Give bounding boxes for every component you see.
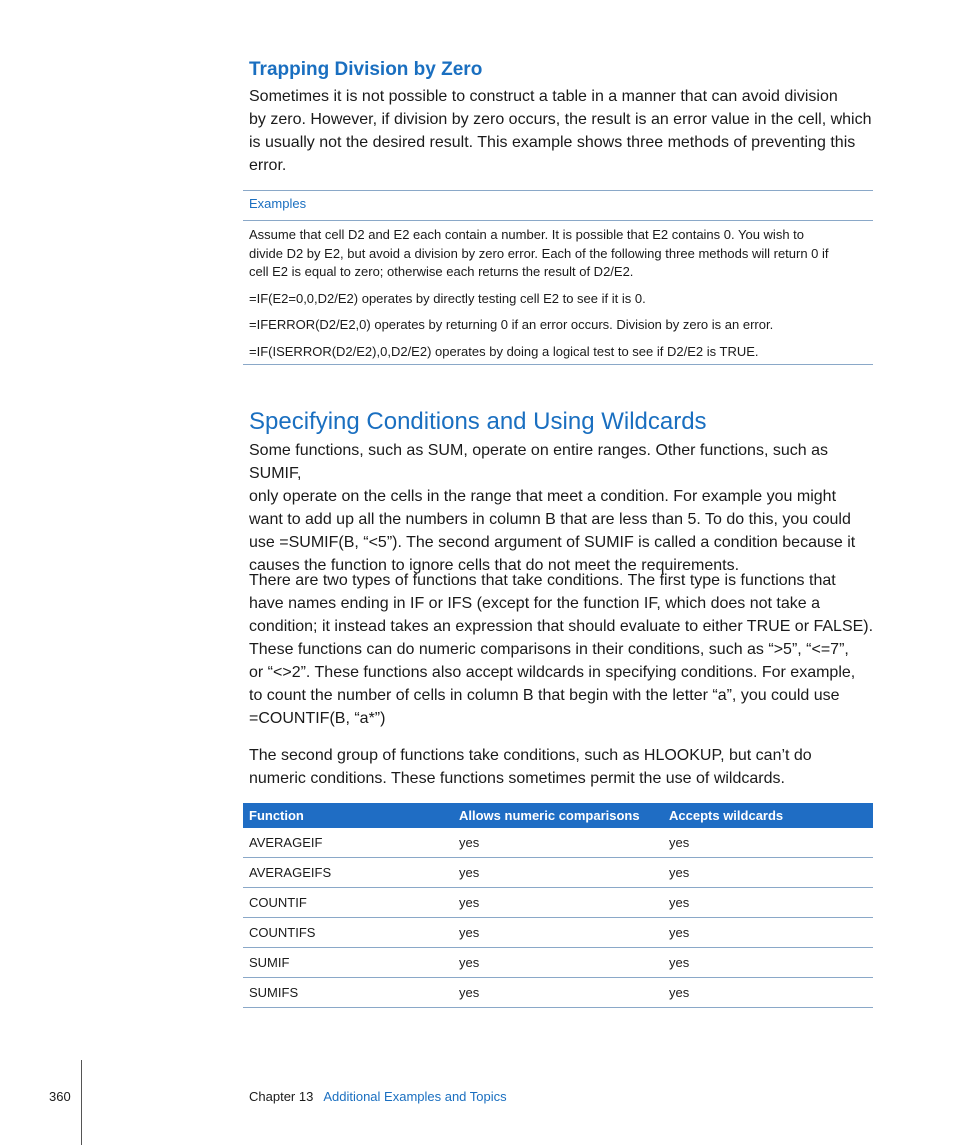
example-method-iserror: =IF(ISERROR(D2/E2),0,D2/E2) operates by doing a logical test to see if D2/E2 is TRUE.: [249, 343, 759, 359]
text-line: only operate on the cells in the range that meet a condition. For example you might: [249, 488, 837, 505]
table-cell: yes: [453, 948, 663, 978]
table-row: [243, 948, 873, 978]
table-cell: COUNTIFS: [243, 918, 453, 948]
page-number: 360: [49, 1089, 71, 1104]
text-line: use =SUMIF(B, “<5”). The second argument of SUMIF is called a condition because it: [249, 534, 856, 551]
text-line: to count the number of cells in column B that begin with the letter “a”, you could use: [249, 687, 840, 704]
text-line: have names ending in IF or IFS (except for the function IF, which does not take a: [249, 595, 820, 612]
table-cell: yes: [453, 918, 663, 948]
text-line: cell E2 is equal to zero; otherwise each returns the result of D2/E2.: [249, 264, 634, 279]
text-line: causes the function to ignore cells that do not meet the requirements.: [249, 557, 740, 574]
chapter-label: Chapter 13: [249, 1089, 314, 1104]
text-line: Assume that cell D2 and E2 each contain a number. It is possible that E2 contains 0. You wish to: [249, 227, 805, 242]
table-cell: yes: [453, 858, 663, 888]
table-cell: yes: [663, 918, 873, 948]
chapter-footer: [249, 1089, 507, 1104]
table-cell: AVERAGEIFS: [243, 858, 453, 888]
text-line: want to add up all the numbers in column B that are less than 5. To do this, you could: [249, 511, 851, 528]
example-method-iferror: =IFERROR(D2/E2,0) operates by returning 0 if an error occurs. Division by zero is an error.: [249, 317, 774, 332]
table-header-row: [243, 803, 873, 828]
example-method-if: =IF(E2=0,0,D2/E2) operates by directly testing cell E2 to see if it is 0.: [249, 290, 646, 306]
text-line: numeric conditions. These functions sometimes permit the use of wildcards.: [249, 770, 785, 787]
table-cell: SUMIF: [243, 948, 453, 978]
table-row: [243, 918, 873, 948]
text-line: Sometimes it is not possible to construct a table in a manner that can avoid division: [249, 88, 838, 105]
table-cell: yes: [453, 978, 663, 1008]
section-heading-conditions-wildcards: Specifying Conditions and Using Wildcards: [249, 408, 707, 435]
examples-body: [249, 226, 874, 361]
section-heading-trapping-division: Trapping Division by Zero: [249, 59, 483, 80]
examples-intro: [249, 226, 874, 282]
table-cell: yes: [663, 828, 873, 858]
section2-paragraph-2: [249, 569, 874, 730]
table-cell: yes: [663, 888, 873, 918]
table-cell: yes: [453, 828, 663, 858]
table-row: [243, 858, 873, 888]
section1-paragraph: [249, 85, 874, 177]
text-line: error.: [249, 157, 287, 174]
conditions-table: [243, 803, 873, 1008]
table-cell: COUNTIF: [243, 888, 453, 918]
text-line: The second group of functions take conditions, such as HLOOKUP, but can’t do: [249, 747, 812, 764]
text-line: These functions can do numeric comparisons in their conditions, such as “>5”, “<=7”,: [249, 641, 849, 658]
text-line: =COUNTIF(B, “a*”): [249, 710, 386, 727]
column-header-numeric-comparisons: Allows numeric comparisons: [453, 803, 663, 828]
text-line: divide D2 by E2, but avoid a division by zero error. Each of the following three methods will return 0 if: [249, 245, 829, 261]
table-cell: SUMIFS: [243, 978, 453, 1008]
table-row: [243, 978, 873, 1008]
text-line: by zero. However, if division by zero occurs, the result is an error value in the cell, which: [249, 111, 872, 128]
chapter-title-link[interactable]: Additional Examples and Topics: [323, 1089, 507, 1104]
text-line: condition; it instead takes an expression that should evaluate to either TRUE or FALSE).: [249, 618, 874, 635]
text-line: or “<>2”. These functions also accept wildcards in specifying conditions. For example,: [249, 664, 856, 681]
examples-bottom-rule: [243, 364, 873, 365]
text-line: There are two types of functions that take conditions. The first type is functions that: [249, 572, 836, 589]
table-row: [243, 828, 873, 858]
table-cell: yes: [453, 888, 663, 918]
examples-mid-rule: [243, 220, 873, 221]
text-line: Some functions, such as SUM, operate on entire ranges. Other functions, such as SUMIF,: [249, 442, 828, 482]
column-header-wildcards: Accepts wildcards: [663, 803, 873, 828]
column-header-function: Function: [243, 803, 453, 828]
table-cell: yes: [663, 948, 873, 978]
table-row: [243, 888, 873, 918]
table-cell: AVERAGEIF: [243, 828, 453, 858]
section2-paragraph-3: [249, 744, 874, 790]
examples-top-rule: [243, 190, 873, 191]
examples-title: Examples: [249, 196, 307, 211]
section2-paragraph-1: [249, 439, 874, 577]
footer-vertical-rule: [81, 1060, 82, 1145]
text-line: is usually not the desired result. This example shows three methods of preventing this: [249, 134, 856, 151]
table-cell: yes: [663, 858, 873, 888]
table-cell: yes: [663, 978, 873, 1008]
